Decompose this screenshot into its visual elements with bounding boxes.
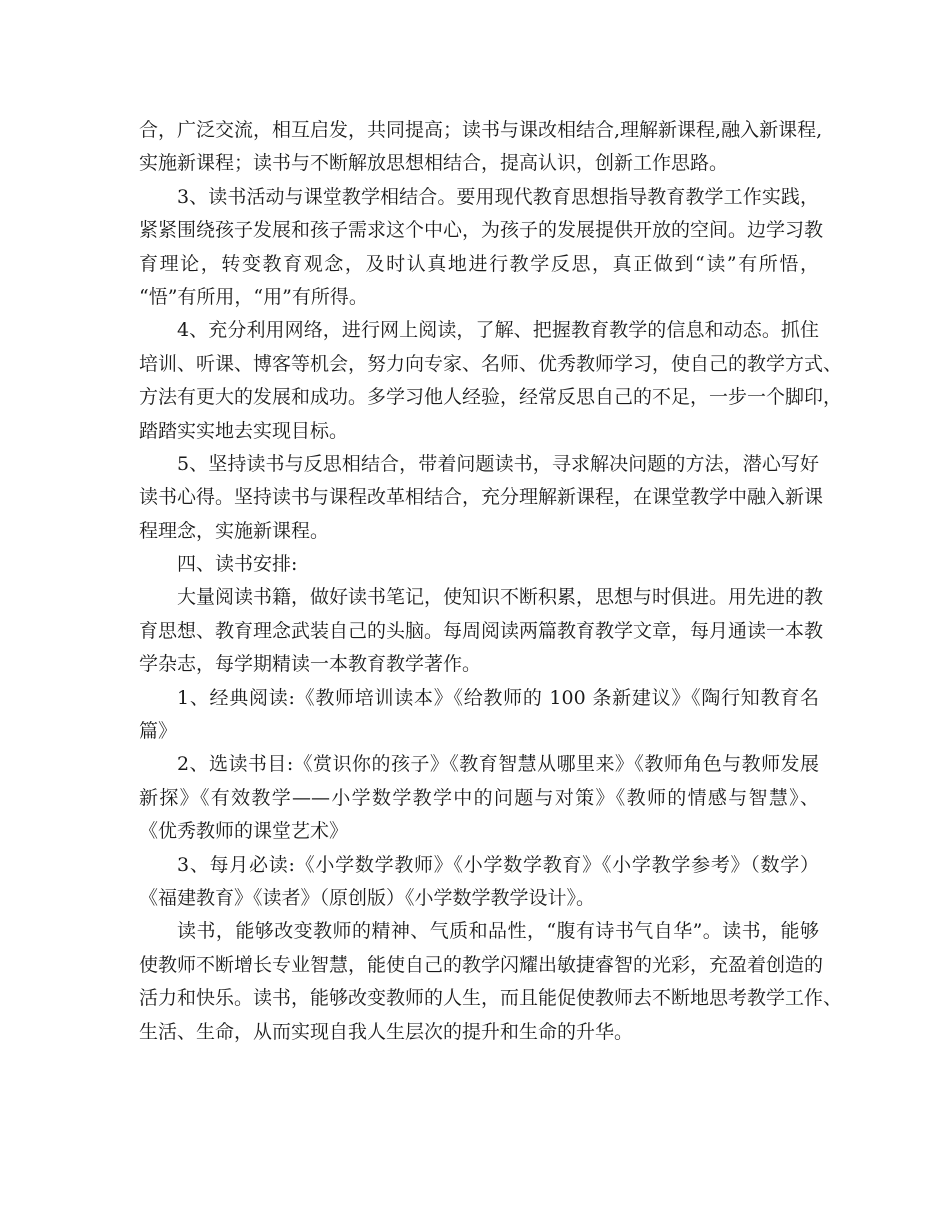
text-line: 3、读书活动与课堂教学相结合。要用现代教育思想指导教育教学工作实践， bbox=[177, 185, 819, 208]
text-line: 生活、生命，从而实现自我人生层次的提升和生命的升华。 bbox=[139, 1020, 634, 1043]
text-line: 活力和快乐。读书，能够改变教师的人生，而且能促使教师去不断地思考教学工作、 bbox=[139, 987, 843, 1010]
text-line: 踏踏实实地去实现目标。 bbox=[139, 419, 349, 442]
text-line: 2、选读书目:《赏识你的孩子》《教育智慧从哪里来》《教师角色与教师发展 bbox=[177, 753, 819, 776]
text-line: 大量阅读书籍，做好读书笔记，使知识不断积累，思想与时俱进。用先进的教 bbox=[177, 586, 824, 609]
text-line: 培训、听课、博客等机会，努力向专家、名师、优秀教师学习，使自己的教学方式、 bbox=[139, 352, 843, 375]
text-line: 5、坚持读书与反思相结合，带着问题读书，寻求解决问题的方法，潜心写好 bbox=[177, 452, 819, 475]
text-line: 程理念，实施新课程。 bbox=[139, 519, 330, 542]
text-line: 紧紧围绕孩子发展和孩子需求这个中心，为孩子的发展提供开放的空间。边学习教 bbox=[139, 219, 824, 242]
text-line: 使教师不断增长专业智慧，能使自己的教学闪耀出敏捷睿智的光彩，充盈着创造的 bbox=[139, 953, 824, 976]
text-line: 读书心得。坚持读书与课程改革相结合，充分理解新课程，在课堂教学中融入新课 bbox=[139, 486, 824, 509]
text-line: 1、经典阅读:《教师培训读本》《给教师的 100 条新建议》《陶行知教育名 bbox=[177, 686, 819, 709]
text-line: 方法有更大的发展和成功。多学习他人经验，经常反思自己的不足，一步一个脚印， bbox=[139, 386, 843, 409]
text-line: 育理论，转变教育观念，及时认真地进行教学反思，真正做到“读”有所悟， bbox=[139, 252, 819, 275]
text-line: 《优秀教师的课堂艺术》 bbox=[139, 820, 349, 843]
text-line: 读书，能够改变教师的精神、气质和品性，“腹有诗书气自华”。读书，能够 bbox=[177, 920, 819, 943]
text-line: 篇》 bbox=[139, 720, 178, 743]
text-line: 学杂志，每学期精读一本教育教学著作。 bbox=[139, 653, 482, 676]
text-line: 《福建教育》《读者》（原创版）《小学数学教学设计》。 bbox=[139, 886, 596, 909]
text-line: 3、每月必读:《小学数学教师》《小学数学教育》《小学教学参考》（数学） bbox=[177, 853, 819, 876]
text-line: 新探》《有效教学——小学数学教学中的问题与对策》《教师的情感与智慧》、 bbox=[139, 786, 819, 809]
text-line: 四、读书安排: bbox=[177, 553, 298, 576]
text-line: 育思想、教育理念武装自己的头脑。每周阅读两篇教育教学文章，每月通读一本教 bbox=[139, 619, 824, 642]
text-line: 合，广泛交流，相互启发，共同提高；读书与课改相结合,理解新课程,融入新课程, bbox=[139, 119, 823, 141]
text-line: 实施新课程；读书与不断解放思想相结合，提高认识，创新工作思路。 bbox=[139, 152, 729, 175]
text-line: 4、充分利用网络，进行网上阅读，了解、把握教育教学的信息和动态。抓住 bbox=[177, 319, 819, 342]
document-body bbox=[139, 114, 843, 1049]
text-line: “悟”有所用，“用”有所得。 bbox=[139, 285, 368, 308]
